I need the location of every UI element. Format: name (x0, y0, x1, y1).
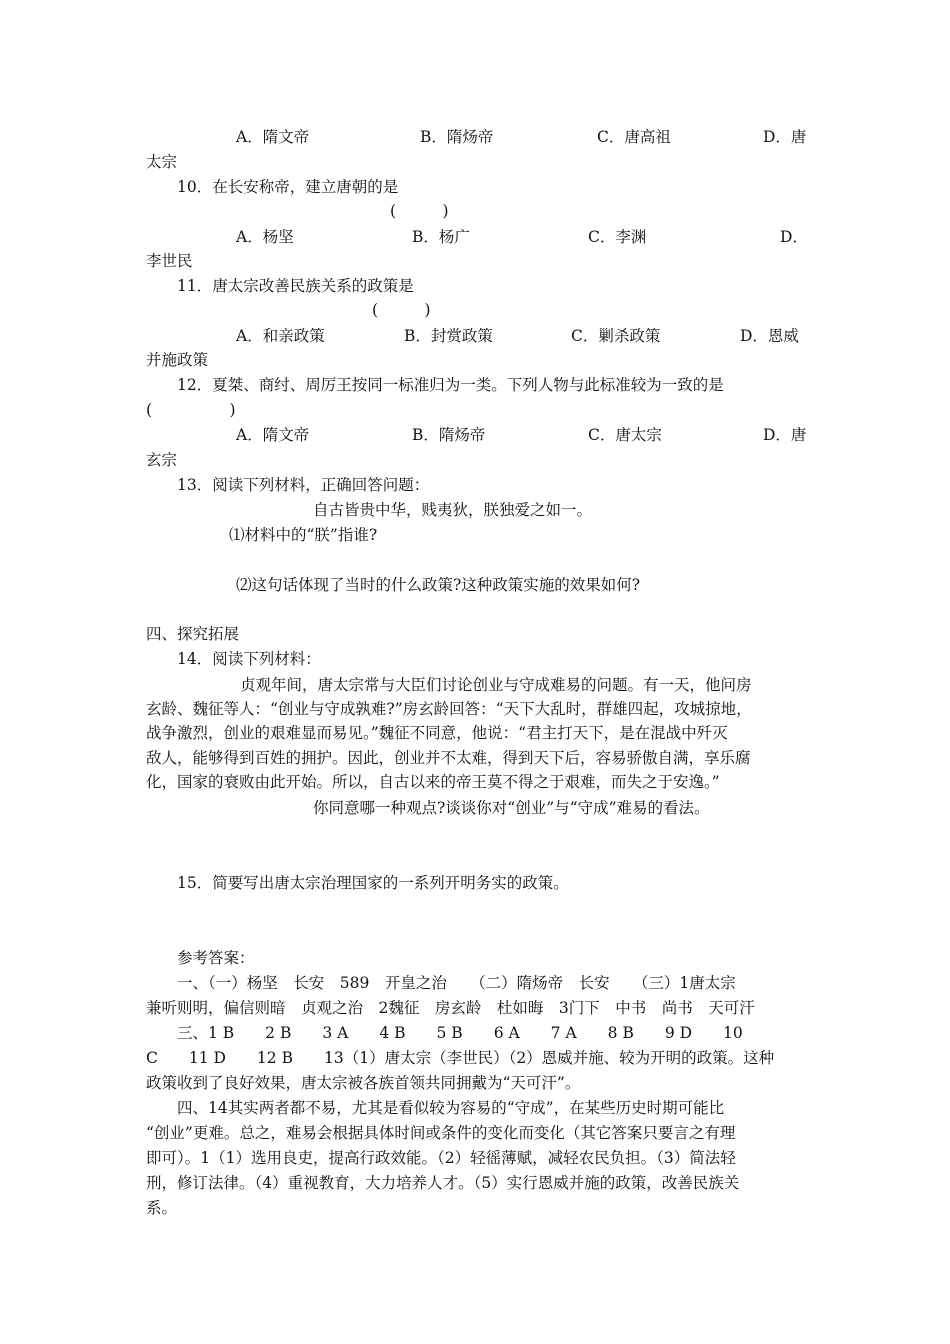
answer-line: 政策收到了良好效果，唐太宗被各族首领共同拥戴为“天可汗”。 (146, 1074, 581, 1092)
q12-answer-blank: ( ) (146, 401, 236, 419)
q14-material-line: 敌人，能够得到百姓的拥护。因此，创业并不太难，得到天下后，容易骄傲自满，享乐腐 (146, 749, 751, 767)
q12-option-c: C．唐太宗 (588, 426, 662, 444)
q11-option-d: D．恩威 (740, 327, 799, 345)
q14-stem: 14．阅读下列材料： (177, 650, 321, 668)
q13-stem: 13．阅读下列材料，正确回答问题： (177, 476, 430, 494)
q10-option-d: D． (780, 228, 808, 246)
q12-option-b: B．隋炀帝 (412, 426, 486, 444)
q9-option-a: A．隋文帝 (236, 128, 310, 146)
answer-line: 兼听则明，偏信则暗 贞观之治 2魏征 房玄龄 杜如晦 3门下 中书 尚书 天可汗 (146, 999, 755, 1017)
q10-stem: 10．在长安称帝，建立唐朝的是 (177, 178, 399, 196)
q9-option-b: B．隋炀帝 (420, 128, 494, 146)
q15-stem: 15．简要写出唐太宗治理国家的一系列开明务实的政策。 (177, 874, 569, 892)
q9-option-d: D．唐 (763, 128, 807, 146)
answer-line: 系。 (146, 1199, 178, 1217)
q10-option-b: B．杨广 (412, 228, 470, 246)
answer-line: 三、1 B 2 B 3 A 4 B 5 B 6 A 7 A 8 B 9 D 10 (177, 1024, 743, 1042)
q14-material-line: 化，国家的衰败由此开始。所以，自古以来的帝王莫不得之于艰难，而失之于安逸。” (146, 773, 720, 791)
answer-line: 四、14其实两者都不易，尤其是看似较为容易的“守成”，在某些历史时期可能比 (177, 1099, 725, 1117)
q11-option-c: C．剿杀政策 (571, 327, 661, 345)
q11-option-d-wrap: 并施政策 (146, 351, 209, 369)
answer-line: 刑，修订法律。（4）重视教育，大力培养人才。（5）实行恩威并施的政策，改善民族关 (146, 1174, 740, 1192)
q14-material-line: 玄龄、魏征等人：“创业与守成孰难?”房玄龄回答：“天下大乱时，群雄四起，攻城掠地， (146, 700, 752, 718)
q12-option-d: D．唐 (763, 426, 807, 444)
answer-line: C 11 D 12 B 13（1）唐太宗（李世民）（2）恩威并施、较为开明的政策。这种 (146, 1049, 775, 1067)
answer-line: “创业”更难。总之，难易会根据具体时间或条件的变化而变化（其它答案只要言之有理 (146, 1124, 736, 1142)
answer-line: 即可）。1（1）选用良吏，提高行政效能。（2）轻徭薄赋，减轻农民负担。（3）简法轻 (146, 1149, 736, 1167)
q13-sub-question-2: ⑵这句话体现了当时的什么政策?这种政策实施的效果如何? (236, 576, 641, 594)
q11-answer-blank: ( ) (372, 301, 431, 319)
q10-answer-blank: ( ) (390, 202, 449, 220)
q11-stem: 11．唐太宗改善民族关系的政策是 (177, 277, 414, 295)
q14-question: 你同意哪一种观点?谈谈你对“创业”与“守成”难易的看法。 (313, 799, 710, 817)
q10-option-c: C．李渊 (588, 228, 647, 246)
q14-material-line: 贞观年间，唐太宗常与大臣们讨论创业与守成难易的问题。有一天，他问房 (240, 676, 752, 694)
q11-option-b: B．封赏政策 (404, 327, 493, 345)
answers-title: 参考答案： (177, 949, 255, 967)
q10-option-d-wrap: 李世民 (146, 252, 193, 270)
q12-option-a: A．隋文帝 (236, 426, 310, 444)
section-heading: 四、探究拓展 (146, 625, 240, 643)
q12-stem: 12．夏桀、商纣、周厉王按同一标准归为一类。下列人物与此标准较为一致的是 (177, 376, 724, 394)
q9-option-c: C．唐高祖 (597, 128, 671, 146)
q10-option-a: A．杨坚 (236, 228, 294, 246)
q13-sub-question-1: ⑴材料中的“朕”指谁? (229, 526, 378, 544)
q12-option-d-wrap: 玄宗 (146, 451, 178, 469)
q14-material-line: 战争激烈，创业的艰难显而易见。”魏征不同意，他说：“君主打天下，是在混战中歼灭 (146, 724, 728, 742)
q9-option-d-wrap: 太宗 (146, 153, 178, 171)
answer-line: 一、（一）杨坚 长安 589 开皇之治 （二）隋炀帝 长安 （三）1唐太宗 (177, 974, 736, 992)
q11-option-a: A．和亲政策 (236, 327, 325, 345)
q13-quote: 自古皆贵中华，贱夷狄，朕独爱之如一。 (313, 501, 593, 519)
